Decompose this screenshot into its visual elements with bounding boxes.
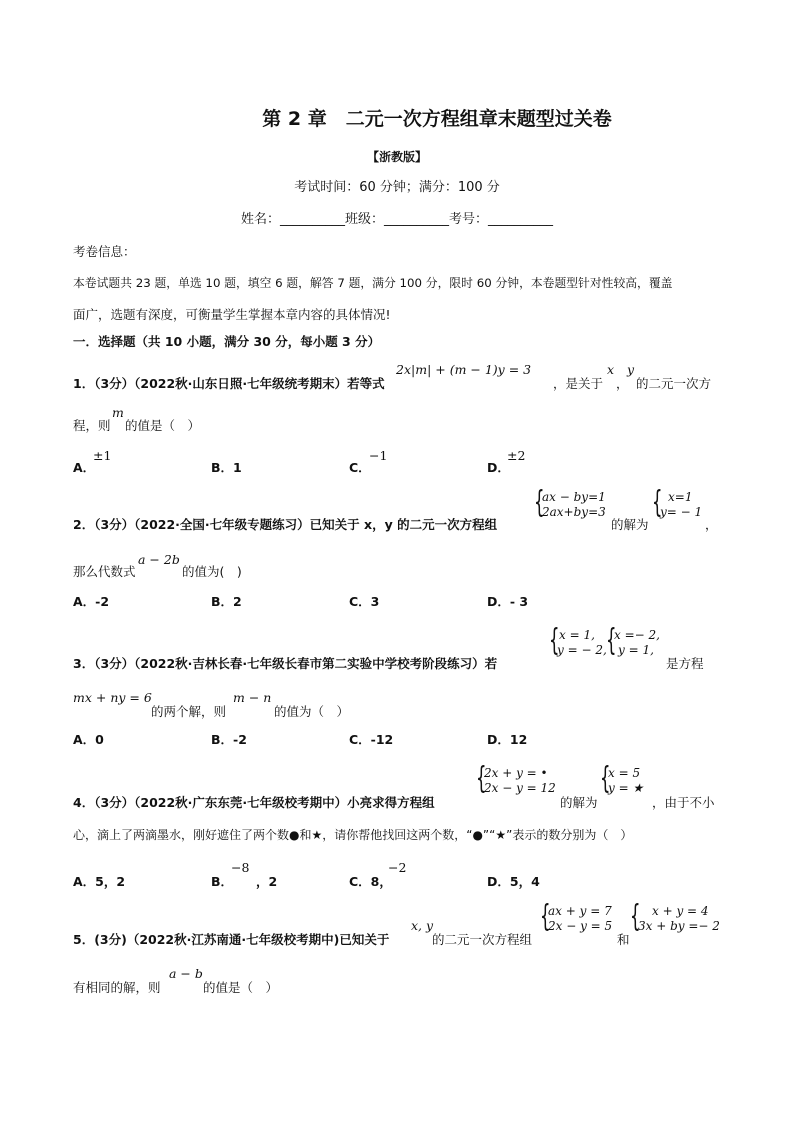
q3-line2b: 的值为（ ）: [274, 704, 350, 719]
q2-option-d: D．- 3: [487, 594, 529, 609]
q2-end: ，: [705, 517, 718, 532]
exam-info: 考试时间：60 分钟；满分：100 分: [294, 180, 500, 195]
q2-system-2-row-1: x=1: [668, 490, 693, 504]
q3-option-b: B．-2: [211, 732, 247, 747]
q4-line2: 心，滴上了两滴墨水，刚好遮住了两个数●和★，请你帮他找回这两个数，“●”“★”表示的数分别为（ ）: [73, 828, 633, 842]
q2-system-1-row-1: ax − by=1: [542, 490, 606, 504]
q4-system-1: [476, 761, 556, 796]
info-label: 考卷信息：: [73, 244, 136, 259]
q1-var-y: y: [627, 362, 635, 377]
q3-system-1: [549, 623, 607, 658]
q5-system-2-row-2: 3x + by =− 2: [638, 919, 720, 933]
q5-mid: 的二元一次方程组: [432, 932, 533, 947]
q4-option-a: A．5，2: [73, 874, 126, 889]
q5-system-2-row-1: x + y = 4: [652, 904, 709, 918]
q4-system-1-row-2: 2x − y = 12: [484, 781, 556, 795]
q2-prefix: 2．（3分）（2022·全国·七年级专题练习）已知关于 x，y 的二元一次方程组: [73, 517, 498, 532]
document-title: 第 2 章 二元一次方程组章末题型过关卷: [262, 108, 612, 130]
q2-system-1-row-2: 2ax+by=3: [542, 505, 606, 519]
q2-system-2: [652, 485, 703, 520]
q5-and: 和: [617, 932, 630, 947]
q2-system-2-row-2: y= − 1: [660, 505, 703, 519]
q3-system-2-row-2: y = 1,: [618, 643, 654, 657]
q3-option-d: D．12: [487, 732, 528, 747]
q3-prefix: 3．（3分）（2022秋·吉林长春·七年级长春市第二实验中学校考阶段练习）若: [73, 656, 498, 671]
q1-option-d-value: ±2: [507, 448, 526, 463]
q5-system-2: [630, 899, 720, 934]
q5-vars: x, y: [411, 918, 434, 933]
q3-expression: m − n: [233, 690, 272, 705]
student-fields: 姓名：__________班级：__________考号：__________: [240, 212, 553, 227]
q1-option-a-value: ±1: [93, 448, 112, 463]
q2-system-1: [534, 485, 606, 520]
q1-var-x: x: [607, 362, 615, 377]
brace-icon: {: [606, 623, 617, 658]
q1-sep: ，: [616, 376, 629, 391]
q4-system-2-row-2: y = ★: [608, 781, 644, 795]
q5-prefix: 5．(3分)（2022秋·江苏南通·七年级校考期中)已知关于: [73, 932, 390, 947]
q3-system-1-row-1: x = 1,: [559, 628, 595, 642]
q4-prefix: 4．（3分）（2022秋·广东东莞·七年级校考期中）小亮求得方程组: [73, 795, 435, 810]
q1-line2a: 程，则: [73, 418, 111, 433]
q2-option-c: C．3: [349, 594, 380, 609]
q1-var-m: m: [112, 405, 124, 420]
q2-line2b: 的值为( ): [182, 564, 242, 579]
q4-end: ，由于不小: [652, 795, 715, 810]
info-line-2: 面广，选题有深度，可衡量学生掌握本章内容的具体情况!: [73, 307, 391, 322]
brace-icon: {: [630, 899, 641, 934]
q1-mid2: 的二元一次方: [636, 376, 712, 391]
q5-expression: a − b: [169, 966, 203, 981]
q3-equation: mx + ny = 6: [73, 690, 152, 705]
q5-line2b: 的值是（ ）: [203, 980, 279, 995]
q4-system-1-row-1: 2x + y = •: [484, 766, 548, 780]
q4-option-c: C．8，: [349, 874, 392, 889]
edition-label: 【浙教版】: [366, 150, 427, 164]
q1-prefix: 1．（3分）（2022秋·山东日照·七年级统考期末）若等式: [73, 376, 385, 391]
brace-icon: {: [476, 761, 487, 796]
q1-option-a: A．: [73, 460, 96, 475]
brace-icon: {: [600, 761, 611, 796]
q4-option-d: D．5，4: [487, 874, 540, 889]
q4-option-b: B．: [211, 874, 234, 889]
q4-mid: 的解为: [560, 795, 598, 810]
q4-option-b-value: −8: [231, 860, 250, 875]
q2-option-a: A．-2: [73, 594, 110, 609]
q2-expression: a − 2b: [138, 552, 180, 567]
q4-option-c-value: −2: [388, 860, 407, 875]
q3-option-c: C．-12: [349, 732, 394, 747]
q2-option-b: B．2: [211, 594, 242, 609]
q3-line2a: 的两个解，则: [151, 704, 227, 719]
q3-system-2-row-1: x =− 2,: [614, 628, 660, 642]
q3-option-a: A．0: [73, 732, 104, 747]
q1-line2b: 的值是（ ）: [125, 418, 201, 433]
brace-icon: {: [652, 485, 663, 520]
q2-mid: 的解为: [611, 517, 649, 532]
q1-option-d: D．: [487, 460, 510, 475]
brace-icon: {: [549, 623, 560, 658]
q5-system-1-row-2: 2x − y = 5: [548, 919, 613, 933]
info-line-1: 本卷试题共 23 题，单选 10 题，填空 6 题，解答 7 题，满分 100 分，限时 60 分钟，本卷题型针对性较高，覆盖: [73, 276, 673, 290]
q3-end: 是方程: [666, 656, 704, 671]
q1-option-b: B．1: [211, 460, 242, 475]
q1-mid1: ，是关于: [553, 376, 604, 391]
q1-option-c-value: −1: [369, 448, 388, 463]
q5-line2a: 有相同的解，则: [73, 980, 161, 995]
section-heading: 一．选择题（共 10 小题，满分 30 分，每小题 3 分）: [73, 334, 381, 349]
brace-icon: {: [540, 899, 551, 934]
q3-system-2: [606, 623, 660, 658]
q5-system-1-row-1: ax + y = 7: [548, 904, 612, 918]
q4-system-2: [600, 761, 644, 796]
q4-system-2-row-1: x = 5: [608, 766, 641, 780]
brace-icon: {: [534, 485, 545, 520]
q1-option-c: C．: [349, 460, 371, 475]
q3-system-1-row-2: y = − 2,: [557, 643, 607, 657]
q4-option-b-rest: ，2: [256, 874, 278, 889]
q5-system-1: [540, 899, 613, 934]
q1-formula: 2x|m| + (m − 1)y = 3: [396, 362, 532, 377]
q2-line2a: 那么代数式: [73, 564, 136, 579]
